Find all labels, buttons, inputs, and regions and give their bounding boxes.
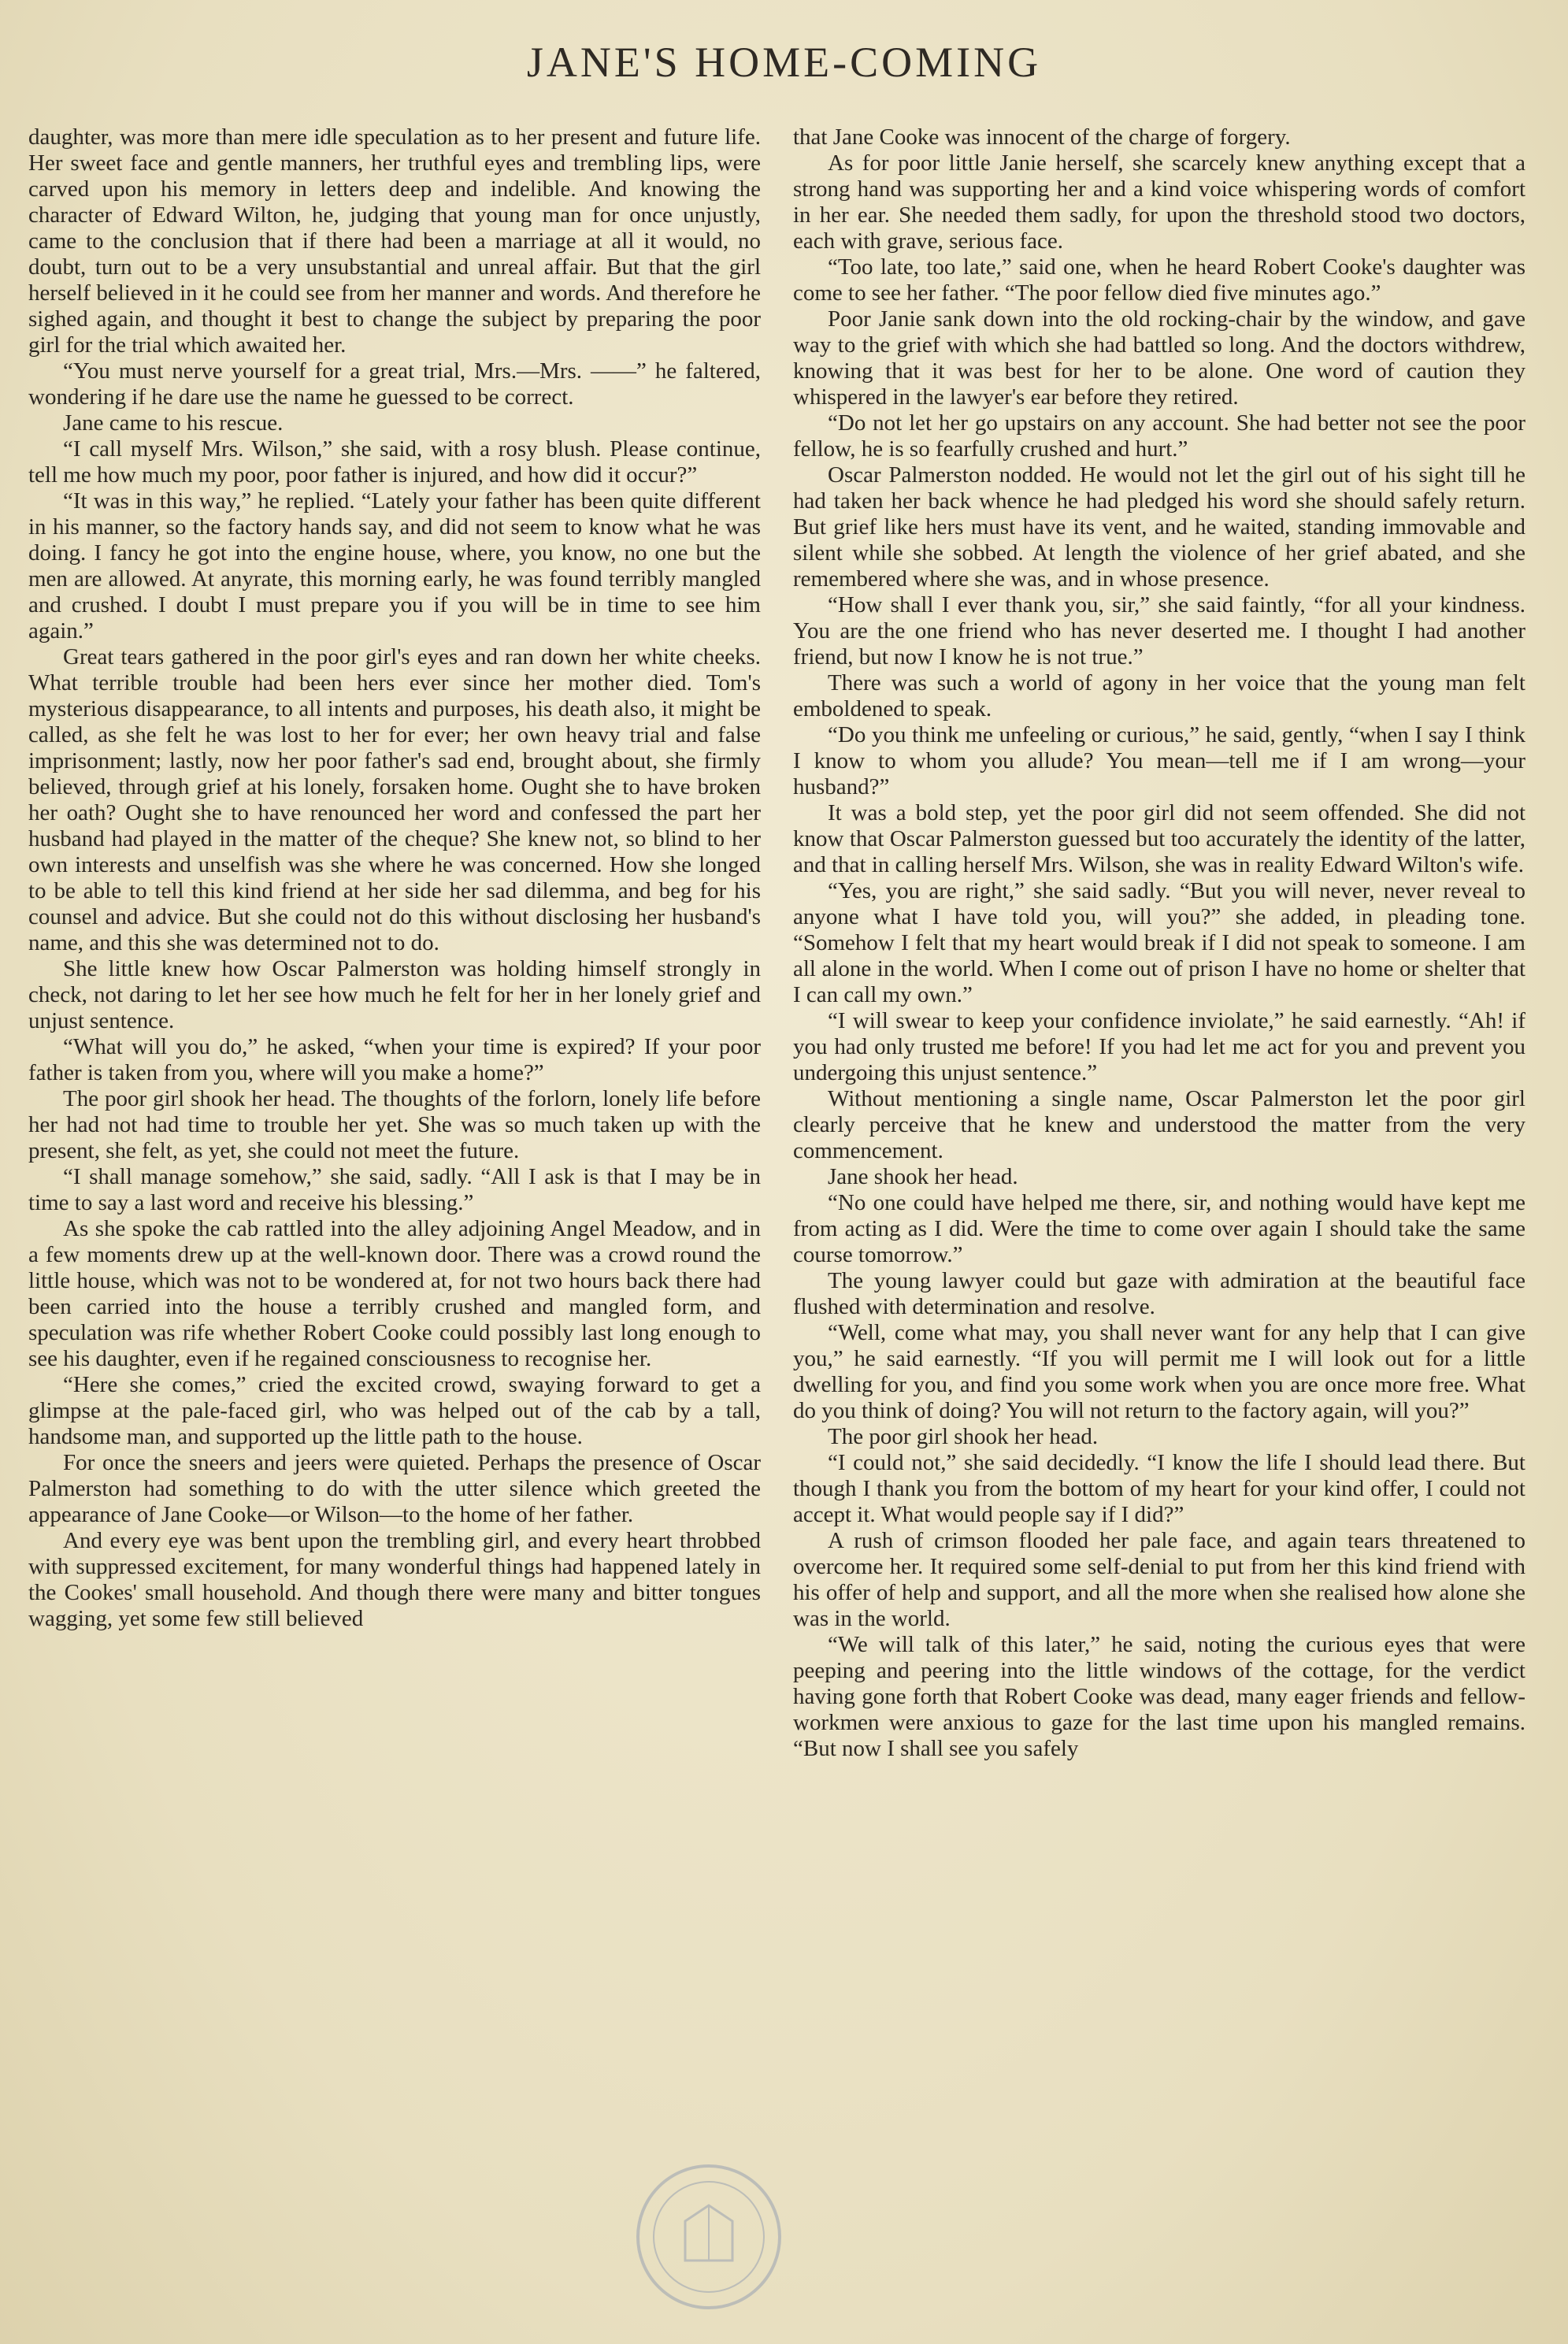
left-column <box>28 124 761 2243</box>
paragraph: There was such a world of agony in her voice that the young man felt emboldened to speak. <box>793 670 1525 721</box>
paragraph: “I will swear to keep your confidence inviolate,” he said earnestly. “Ah! if you had only trusted me before! If you had let me act for you and prevent you undergoing this unjust sentence.” <box>793 1008 1525 1085</box>
paragraph: The young lawyer could but gaze with admiration at the beautiful face flushed with determination and resolve. <box>793 1268 1525 1319</box>
paragraph: “Well, come what may, you shall never want for any help that I can give you,” he said earnestly. “If you will permit me I will look out for a little dwelling for you, and find you some work when you are once more free. What do you think of doing? You will not return to the factory again, will you?” <box>793 1320 1525 1423</box>
paragraph: “Too late, too late,” said one, when he heard Robert Cooke's daughter was come to see her father. “The poor fellow died five minutes ago.” <box>793 254 1525 306</box>
paragraph: Jane came to his rescue. <box>63 410 284 436</box>
paragraph: Jane shook her head. <box>828 1164 1018 1189</box>
paragraph: daughter, was more than mere idle speculation as to her present and future life. Her sweet face and gentle manners, her truthful eyes and trembling lips, were carved upon his memory in letters deep and indelible. And knowing the character of Edward Wilton, he, judging that young man for once unjustly, came to the conclusion that if there had been a marriage at all it would, no doubt, turn out to be a very unsubstantial and unreal affair. But that the girl herself believed in it he could see from her manner and words. And therefore he sighed again, and thought it best to change the subject by preparing the poor girl for the trial which awaited her. <box>28 124 761 358</box>
paragraph: “Yes, you are right,” she said sadly. “But you will never, never reveal to anyone what I have told you, will you?” she added, in pleading tone. “Somehow I felt that my heart would break if I did not speak to someone. I am all alone in the world. When I come out of prison I have no home or shelter that I can call my own.” <box>793 878 1525 1007</box>
paragraph: Poor Janie sank down into the old rocking-chair by the window, and gave way to the grief with which she had battled so long. And the doctors withdrew, knowing that it was best for her to be alone. One word of caution they whispered in the lawyer's ear before they retired. <box>793 306 1525 410</box>
paragraph: “It was in this way,” he replied. “Lately your father has been quite different in his manner, so the factory hands say, and did not seem to know what he was doing. I fancy he got into the engine house, where, you know, no one but the men are allowed. At anyrate, this morning early, he was found terribly mangled and crushed. I doubt I must prepare you if you will be in time to see him again.” <box>28 488 761 643</box>
paragraph: The poor girl shook her head. The thoughts of the forlorn, lonely life before her had not had time to trouble her yet. She was so much taken up with the present, she felt, as yet, she could not meet the future. <box>28 1086 761 1163</box>
paragraph: Without mentioning a single name, Oscar Palmerston let the poor girl clearly perceive that he knew and understood the matter from the very commencement. <box>793 1086 1525 1163</box>
paragraph: that Jane Cooke was innocent of the charge of forgery. <box>793 124 1291 150</box>
paragraph: “I call myself Mrs. Wilson,” she said, with a rosy blush. Please continue, tell me how much my poor, poor father is injured, and how did it occur?” <box>28 436 761 488</box>
paragraph: A rush of crimson flooded her pale face, and again tears threatened to overcome her. It required some self-denial to put from her this kind friend with his offer of help and support, and all the more when she realised how alone she was in the world. <box>793 1528 1525 1631</box>
paragraph: She little knew how Oscar Palmerston was holding himself strongly in check, not daring to let her see how much he felt for her in her lonely grief and unjust sentence. <box>28 956 761 1033</box>
paragraph: As for poor little Janie herself, she scarcely knew anything except that a strong hand was supporting her and a kind voice whispering words of comfort in her ear. She needed them sadly, for upon the threshold stood two doctors, each with grave, serious face. <box>793 150 1525 254</box>
paragraph: “I could not,” she said decidedly. “I know the life I should lead there. But though I thank you from the bottom of my heart for your kind offer, I could not accept it. What would people say if I did?” <box>793 1450 1525 1527</box>
paragraph: “No one could have helped me there, sir, and nothing would have kept me from acting as I did. Were the time to come over again I should take the same course tomorrow.” <box>793 1190 1525 1267</box>
paragraph: The poor girl shook her head. <box>828 1424 1099 1449</box>
paragraph: “I shall manage somehow,” she said, sadly. “All I ask is that I may be in time to say a last word and receive his blessing.” <box>28 1164 761 1215</box>
paragraph: “Here she comes,” cried the excited crowd, swaying forward to get a glimpse at the pale-faced girl, who was helped out of the cab by a tall, handsome man, and supported up the little path to the house. <box>28 1372 761 1449</box>
right-column <box>793 124 1525 2243</box>
paragraph: “You must nerve yourself for a great trial, Mrs.—Mrs. ——” he faltered, wondering if he dare use the name he guessed to be correct. <box>28 358 761 410</box>
paragraph: As she spoke the cab rattled into the alley adjoining Angel Meadow, and in a few moments drew up at the well-known door. There was a crowd round the little house, which was not to be wondered at, for not two hours back there had been carried into the house a terribly crushed and mangled form, and speculation was rife whether Robert Cooke could possibly last long enough to see his daughter, even if he regained consciousness to recognise her. <box>28 1216 761 1371</box>
page-title: JANE'S HOME-COMING <box>526 39 1042 86</box>
paragraph: For once the sneers and jeers were quieted. Perhaps the presence of Oscar Palmerston had something to do with the utter silence which greeted the appearance of Jane Cooke—or Wilson—to the home of her father. <box>28 1450 761 1527</box>
paragraph: Great tears gathered in the poor girl's eyes and ran down her white cheeks. What terrible trouble had been hers ever since her mother died. Tom's mysterious disappearance, to all intents and purposes, his death also, it might be called, as she felt he was lost to her for ever; her own heavy trial and false imprisonment; lastly, now her poor father's sad end, brought about, she firmly believed, through grief at his lonely, forsaken home. Ought she to have broken her oath? Ought she to have renounced her word and confessed the part her husband had played in the matter of the cheque? She knew not, so blind to her own interests and unselfish was she where he was concerned. How she longed to be able to tell this kind friend at her side her sad dilemma, and beg for his counsel and advice. But she could not do this without disclosing her husband's name, and this she was determined not to do. <box>28 644 761 955</box>
paragraph: “Do you think me unfeeling or curious,” he said, gently, “when I say I think I know to whom you allude? You mean—tell me if I am wrong—your husband?” <box>793 722 1525 799</box>
paragraph: It was a bold step, yet the poor girl did not seem offended. She did not know that Oscar Palmerston guessed but too accurately the identity of the latter, and that in calling herself Mrs. Wilson, she was in reality Edward Wilton's wife. <box>793 800 1525 877</box>
paragraph: “What will you do,” he asked, “when your time is expired? If your poor father is taken from you, where will you make a home?” <box>28 1034 761 1085</box>
library-stamp-icon <box>630 2158 788 2316</box>
paragraph: “We will talk of this later,” he said, noting the curious eyes that were peeping and peering into the little windows of the cottage, for the verdict having gone forth that Robert Cooke was dead, many eager friends and fellow-workmen were anxious to gaze for the last time upon his mangled remains. “But now I shall see you safely <box>793 1632 1525 1761</box>
paragraph: And every eye was bent upon the trembling girl, and every heart throbbed with suppressed excitement, for many wonderful things had happened lately in the Cookes' small household. And though there were many and bitter tongues wagging, yet some few still believed <box>28 1528 761 1631</box>
paragraph: “Do not let her go upstairs on any account. She had better not see the poor fellow, he is so fearfully crushed and hurt.” <box>793 410 1525 462</box>
paragraph: “How shall I ever thank you, sir,” she said faintly, “for all your kindness. You are the one friend who has never deserted me. I thought I had another friend, but now I know he is not true.” <box>793 592 1525 669</box>
paragraph: Oscar Palmerston nodded. He would not let the girl out of his sight till he had taken her back whence he had pledged his word she should safely return. But grief like hers must have its vent, and he waited, standing immovable and silent while she sobbed. At length the violence of her grief abated, and she remembered where she was, and in whose presence. <box>793 462 1525 592</box>
